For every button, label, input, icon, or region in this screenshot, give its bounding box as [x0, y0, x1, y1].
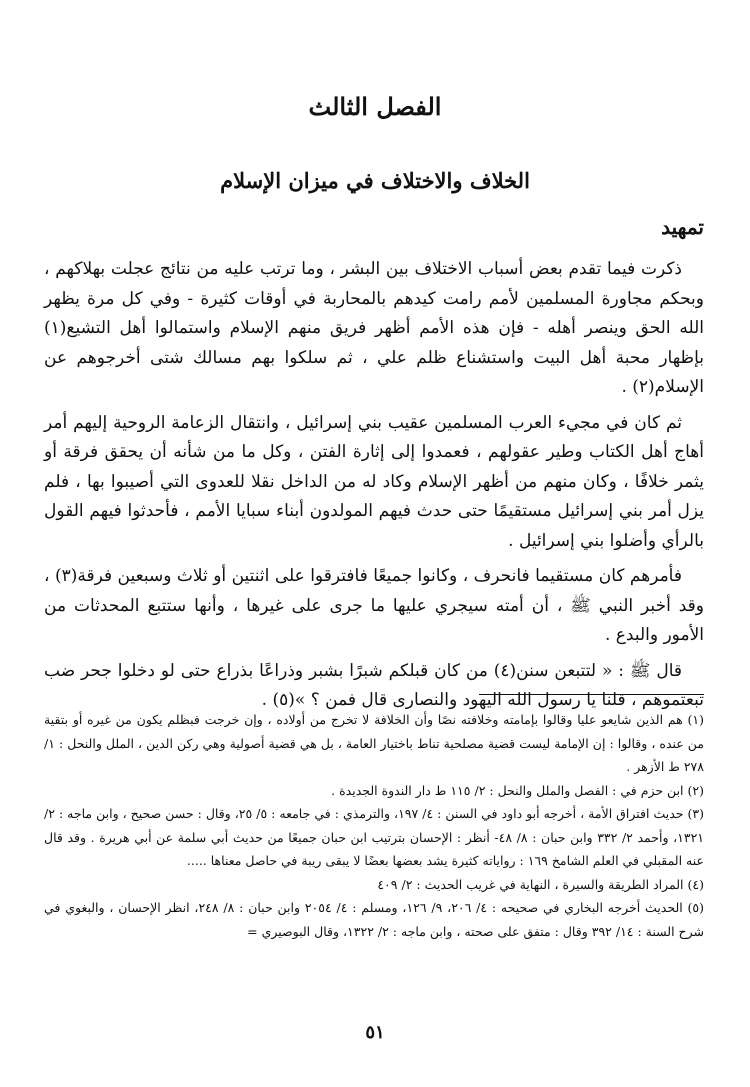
intro-heading: تمهيد: [661, 215, 704, 239]
section-title: الخلاف والاختلاف في ميزان الإسلام: [220, 168, 530, 193]
footnote: (٣) حديث افتراق الأمة ، أخرجه أبو داود في السنن : ٤/ ١٩٧، والترمذي : في جامعه : ٥/ ٢٥، وقال : حسن صحيح ، وابن ماجه : ٢/ ١٣٢١، وأحمد ٢/ ٣٣٢ وابن حبان : ٨/ ٤٨- أنظر : الإحسان بترتيب ابن حبان جميعًا من حديث أبي سلمة عن أبي هريرة . وقد قال عنه المقبلي في العلم الشامخ ١٦٩ : رواياته كثيرة يشد بعضها بعضًا لا يبقى ريبة في حاصل معناها .....: [44, 806, 705, 868]
page-number: ٥١: [365, 1022, 385, 1043]
paragraph: ذكرت فيما تقدم بعض أسباب الاختلاف بين البشر ، وما ترتب عليه من نتائج عجلت بهلاكهم ، وبحكم مجاورة المسلمين لأمم رامت كيدهم بالمحاربة في أوقات كثيرة - وفي كل مرة يظهر الله الحق وينصر أهله - فإن هذه الأمم أظهر فريق منهم الإسلام واستمالوا أهل التشيع(١) بإظهار محبة أهل البيت واستشناع ظلم علي ، ثم سلكوا بهم مسالك شتى أخرجوهم عن الإسلام(٢) .: [44, 259, 704, 397]
paragraph: قال ﷺ : « لتتبعن سنن(٤) من كان قبلكم شبرًا بشبر وذراعًا بذراع حتى لو دخلوا جحر ضب تبعتموهم ، قلنا يا رسول الله اليهود والنصارى قال فمن ؟ »(٥) .: [44, 660, 704, 710]
paragraph: ثم كان في مجيء العرب المسلمين عقيب بني إسرائيل ، وانتقال الزعامة الروحية إليهم أمر أهاج أهل الكتاب وطير عقولهم ، فعمدوا إلى إثارة الفتن ، وكل ما من شأنه أن يحقق فرقة أو يثمر خلافًا ، وكان منهم من أظهر الإسلام وكاد له من الداخل نقلا للعدوى التي أصيبوا بها ، فلم يزل أمر بني إسرائيل مستقيمًا حتى حدث فيهم المولدون أبناء سبايا الأمم ، فأحدثوا فيهم القول بالرأي وأضلوا بني إسرائيل .: [44, 412, 704, 551]
paragraph: فأمرهم كان مستقيما فانحرف ، وكانوا جميعًا فافترقوا على اثنتين أو ثلاث وسبعين فرقة(٣) ، وقد أخبر النبي ﷺ ، أن أمته سيجري عليها ما جرى على غيرها ، وأنها ستتبع المحدثات من الأمور والبدع .: [44, 566, 704, 645]
footnote: (٤) المراد الطريقة والسيرة ، النهاية في غريب الحديث : ٢/ ٤٠٩: [377, 876, 704, 892]
chapter-title: الفصل الثالث: [308, 92, 442, 121]
footnote: (١) هم الذين شايعو عليا وقالوا بإمامته وخلافته نصًا وأن الخلافة لا تخرج من أولاده ، وإن خرجت فبظلم يكون من غيره أو بتقية من عنده ، وقالوا : إن الإمامة ليست قضية مصلحية تناط باختيار العامة ، بل هي قضية أصولية وهي ركن الدين ، الملل والنحل : ١/ ٢٧٨ ط الأزهر .: [44, 712, 704, 774]
footnote: (٥) الحديث أخرجه البخاري في صحيحه : ٤/ ٢٠٦، ٩/ ١٢٦، ومسلم : ٤/ ٢٠٥٤ وابن حبان : ٨/ ٢٤٨، انظر الإحسان ، والبغوي في شرح السنة : ١٤/ ٣٩٢ وقال : متفق على صحته ، وابن ماجه : ٢/ ١٣٢٢، وقال البوصيري =: [44, 900, 705, 939]
footnotes: [44, 708, 704, 943]
body-text: [44, 255, 704, 722]
footnote-divider: [479, 694, 704, 695]
footnote: (٢) ابن حزم في : الفصل والملل والنحل : ٢/ ١١٥ ط دار الندوة الجديدة .: [331, 782, 704, 798]
